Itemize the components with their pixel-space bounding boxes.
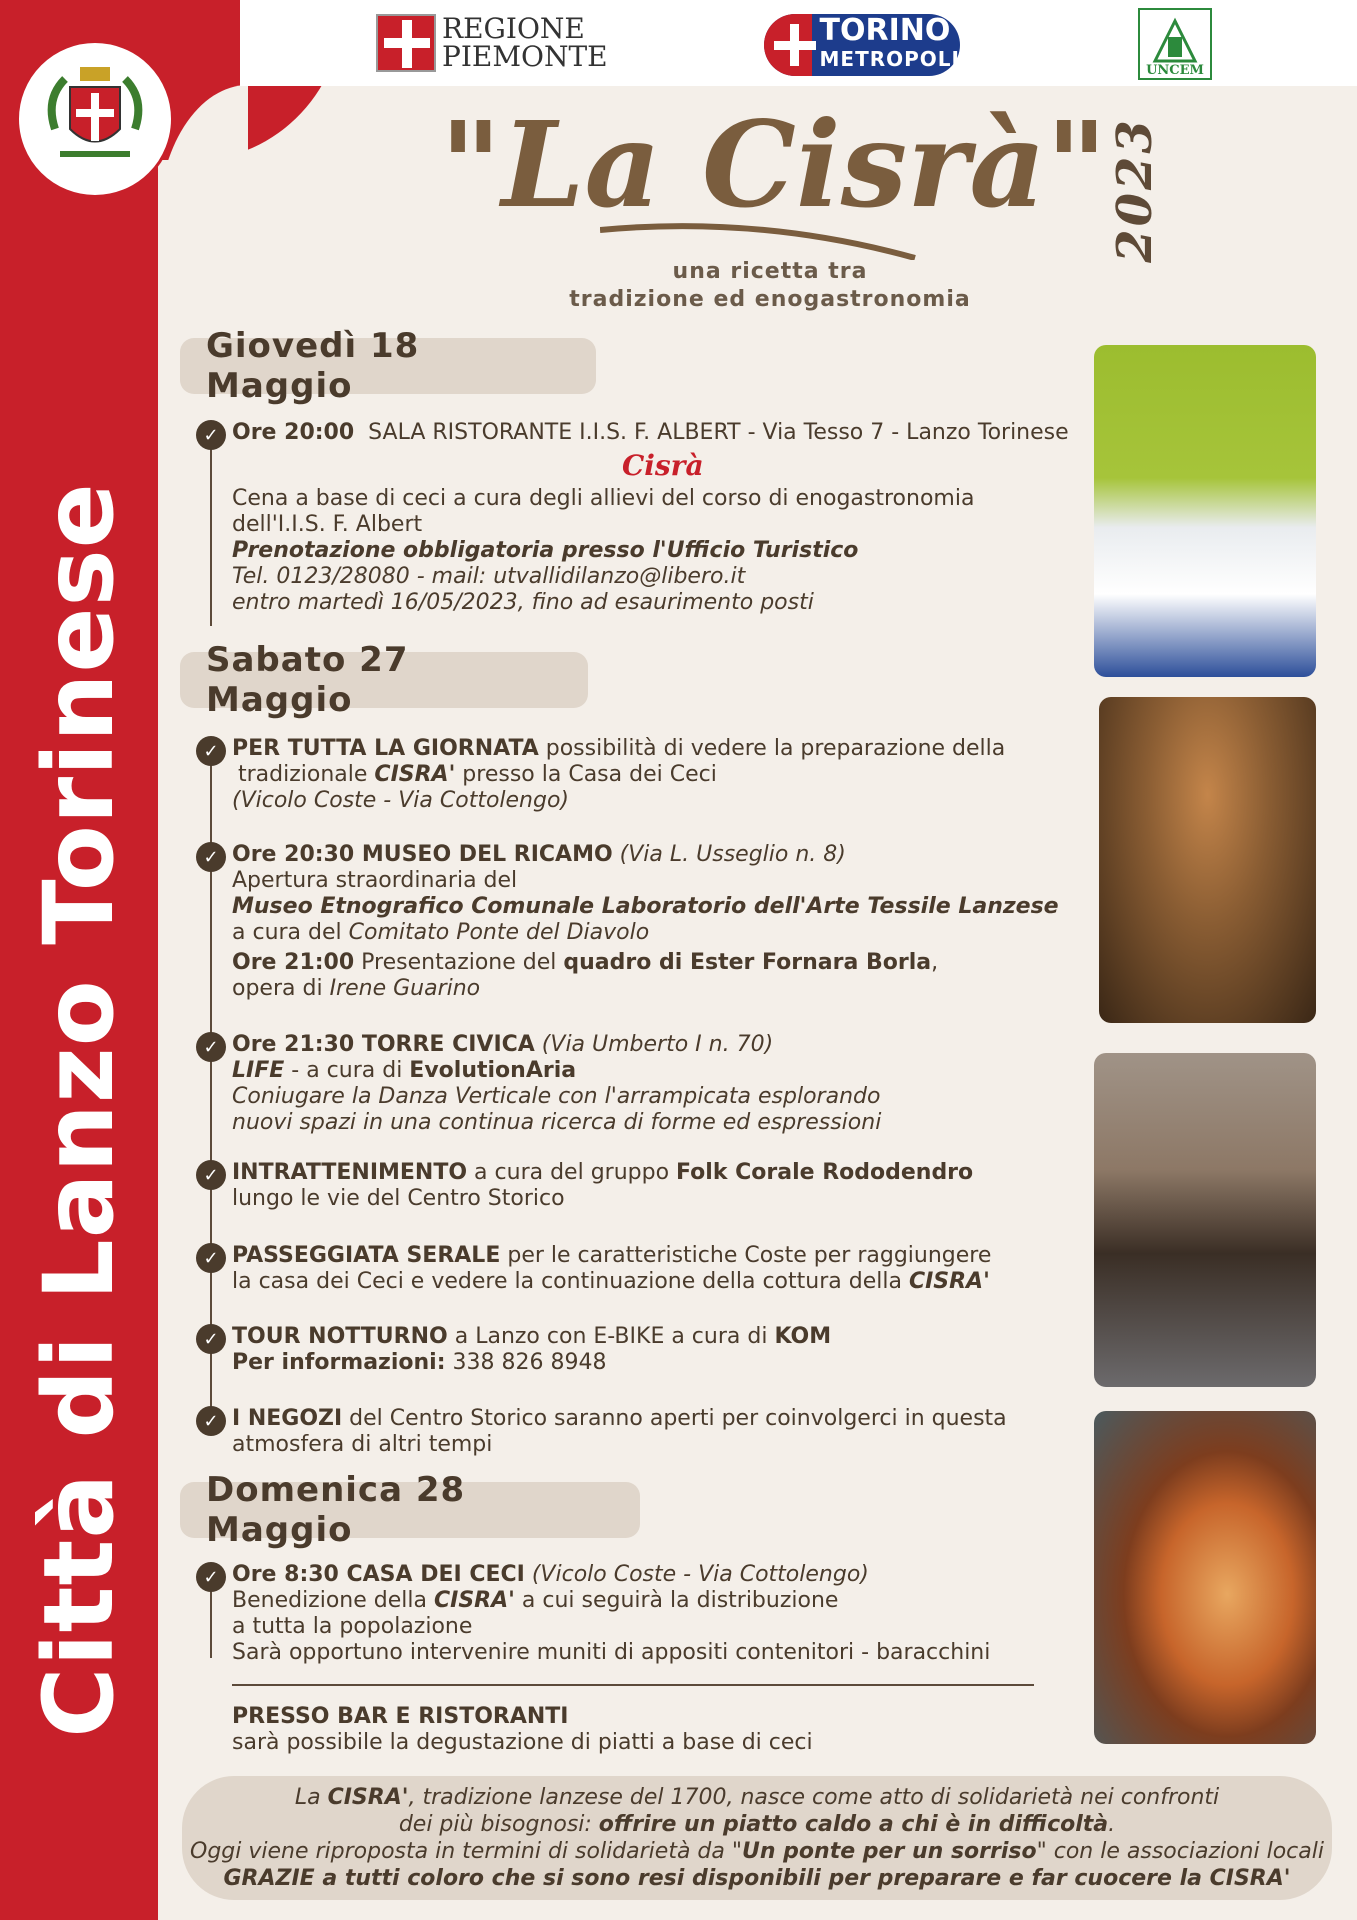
uncem-emblem-icon [1150,17,1200,63]
torino-metropoli-text: TORINO METROPOLI [819,13,960,71]
cisra-tag: Cisrà [622,449,704,482]
day-header-saturday: Sabato 27 Maggio [180,652,588,708]
event-year: 2023 [1107,117,1163,263]
photo-chickpea-bowl [1094,1411,1316,1744]
check-circle-icon: ✓ [196,1160,226,1190]
regione-piemonte-logo [376,14,608,72]
event-tour-notturno: ✓ TOUR NOTTURNO a Lanzo con E-BIKE a cura di KOM Per informazioni: 338 826 8948 [196,1324,831,1376]
event-intrattenimento: ✓ INTRATTENIMENTO a cura del gruppo Folk Corale Rododendro lungo le vie del Centro Storico [196,1160,973,1212]
event-casa-dei-ceci: ✓ Ore 8:30 CASA DEI CECI (Vicolo Coste - Via Cottolengo) Benedizione della CISRA' a cui seguirà la distribuzione a tutta la popolazione Sarà opportuno intervenire muniti di appositi contenitori - baracchini [196,1562,990,1666]
day-header-sunday: Domenica 28 Maggio [180,1482,640,1538]
check-circle-icon: ✓ [196,1032,226,1062]
vertical-city-title: Città di Lanzo Torinese [23,482,135,1738]
check-circle-icon: ✓ [196,736,226,766]
event-museo-ricamo: ✓ Ore 20:30 MUSEO DEL RICAMO (Via L. Usseglio n. 8) Apertura straordinaria del Museo Etnografico Comunale Laboratorio dell'Arte Tessile Lanzese a cura del Comitato Ponte del Diavolo Ore 21:00 Presentazione del quadro di Ester Fornara Borla, opera di Irene Guarino [196,842,1059,1002]
photo-cooking-cisra [1099,697,1316,1023]
uncem-logo: UNCEM [1138,8,1212,80]
event-all-day-preparation: ✓ PER TUTTA LA GIORNATA possibilità di vedere la preparazione della tradizionale CISRA' presso la Casa dei Ceci (Vicolo Coste - Via Cottolengo) [196,736,1005,814]
check-circle-icon: ✓ [196,1243,226,1273]
check-circle-icon: ✓ [196,842,226,872]
day-header-thursday: Giovedì 18 Maggio [180,338,596,394]
check-circle-icon: ✓ [196,1324,226,1354]
footer-history-note: La CISRA', tradizione lanzese del 1700, nasce come atto di solidarietà nei confronti dei più bisognosi: offrire un piatto caldo a chi è in difficoltà. Oggi viene riproposta in termini di solidarietà da "Un ponte per un sorriso" con le associazioni locali GRAZIE a tutti coloro che si sono resi disponibili per preparare e far cuocere la CISRA' [182,1776,1332,1900]
page-subtitle: una ricetta tra tradizione ed enogastronomia [569,259,971,312]
page-title: "La Cisrà" [440,95,1108,234]
check-circle-icon: ✓ [196,1562,226,1592]
torino-metropoli-logo [764,14,960,76]
event-passeggiata-serale: ✓ PASSEGGIATA SERALE per le caratteristiche Coste per raggiungere la casa dei Ceci e vedere la continuazione della cottura della CISRA' [196,1243,991,1295]
check-circle-icon: ✓ [196,1406,226,1436]
piemonte-flag-icon [376,14,436,72]
regione-piemonte-text: REGIONE PIEMONTE [442,12,608,73]
title-swash-icon [600,220,920,260]
bars-restaurants-note: PRESSO BAR E RISTORANTI sarà possibile la degustazione di piatti a base di ceci [232,1704,813,1755]
section-divider [232,1684,1034,1686]
photo-dinner-service [1094,345,1316,677]
event-negozi: ✓ I NEGOZI del Centro Storico saranno aperti per coinvolgerci in questa atmosfera di altri tempi [196,1406,1007,1458]
check-circle-icon: ✓ [196,420,226,450]
event-torre-civica: ✓ Ore 21:30 TORRE CIVICA (Via Umberto I n. 70) LIFE - a cura di EvolutionAria Coniugare la Danza Verticale con l'arrampicata esplorando nuovi spazi in una continua ricerca di forme ed espressioni [196,1032,881,1136]
photo-blessing-crowd [1094,1053,1316,1387]
event-thursday-dinner: ✓ Ore 20:00 SALA RISTORANTE I.I.S. F. ALBERT - Via Tesso 7 - Lanzo Torinese Cisrà Cena a base di ceci a cura degli allievi del corso di enogastronomia dell'I.I.S. F. Albert Prenotazione obbligatoria presso l'Ufficio Turistico Tel. 0123/28080 - mail: utvallidilanzo@libero.it entro martedì 16/05/2023, fino ad esaurimento posti [196,420,1069,616]
